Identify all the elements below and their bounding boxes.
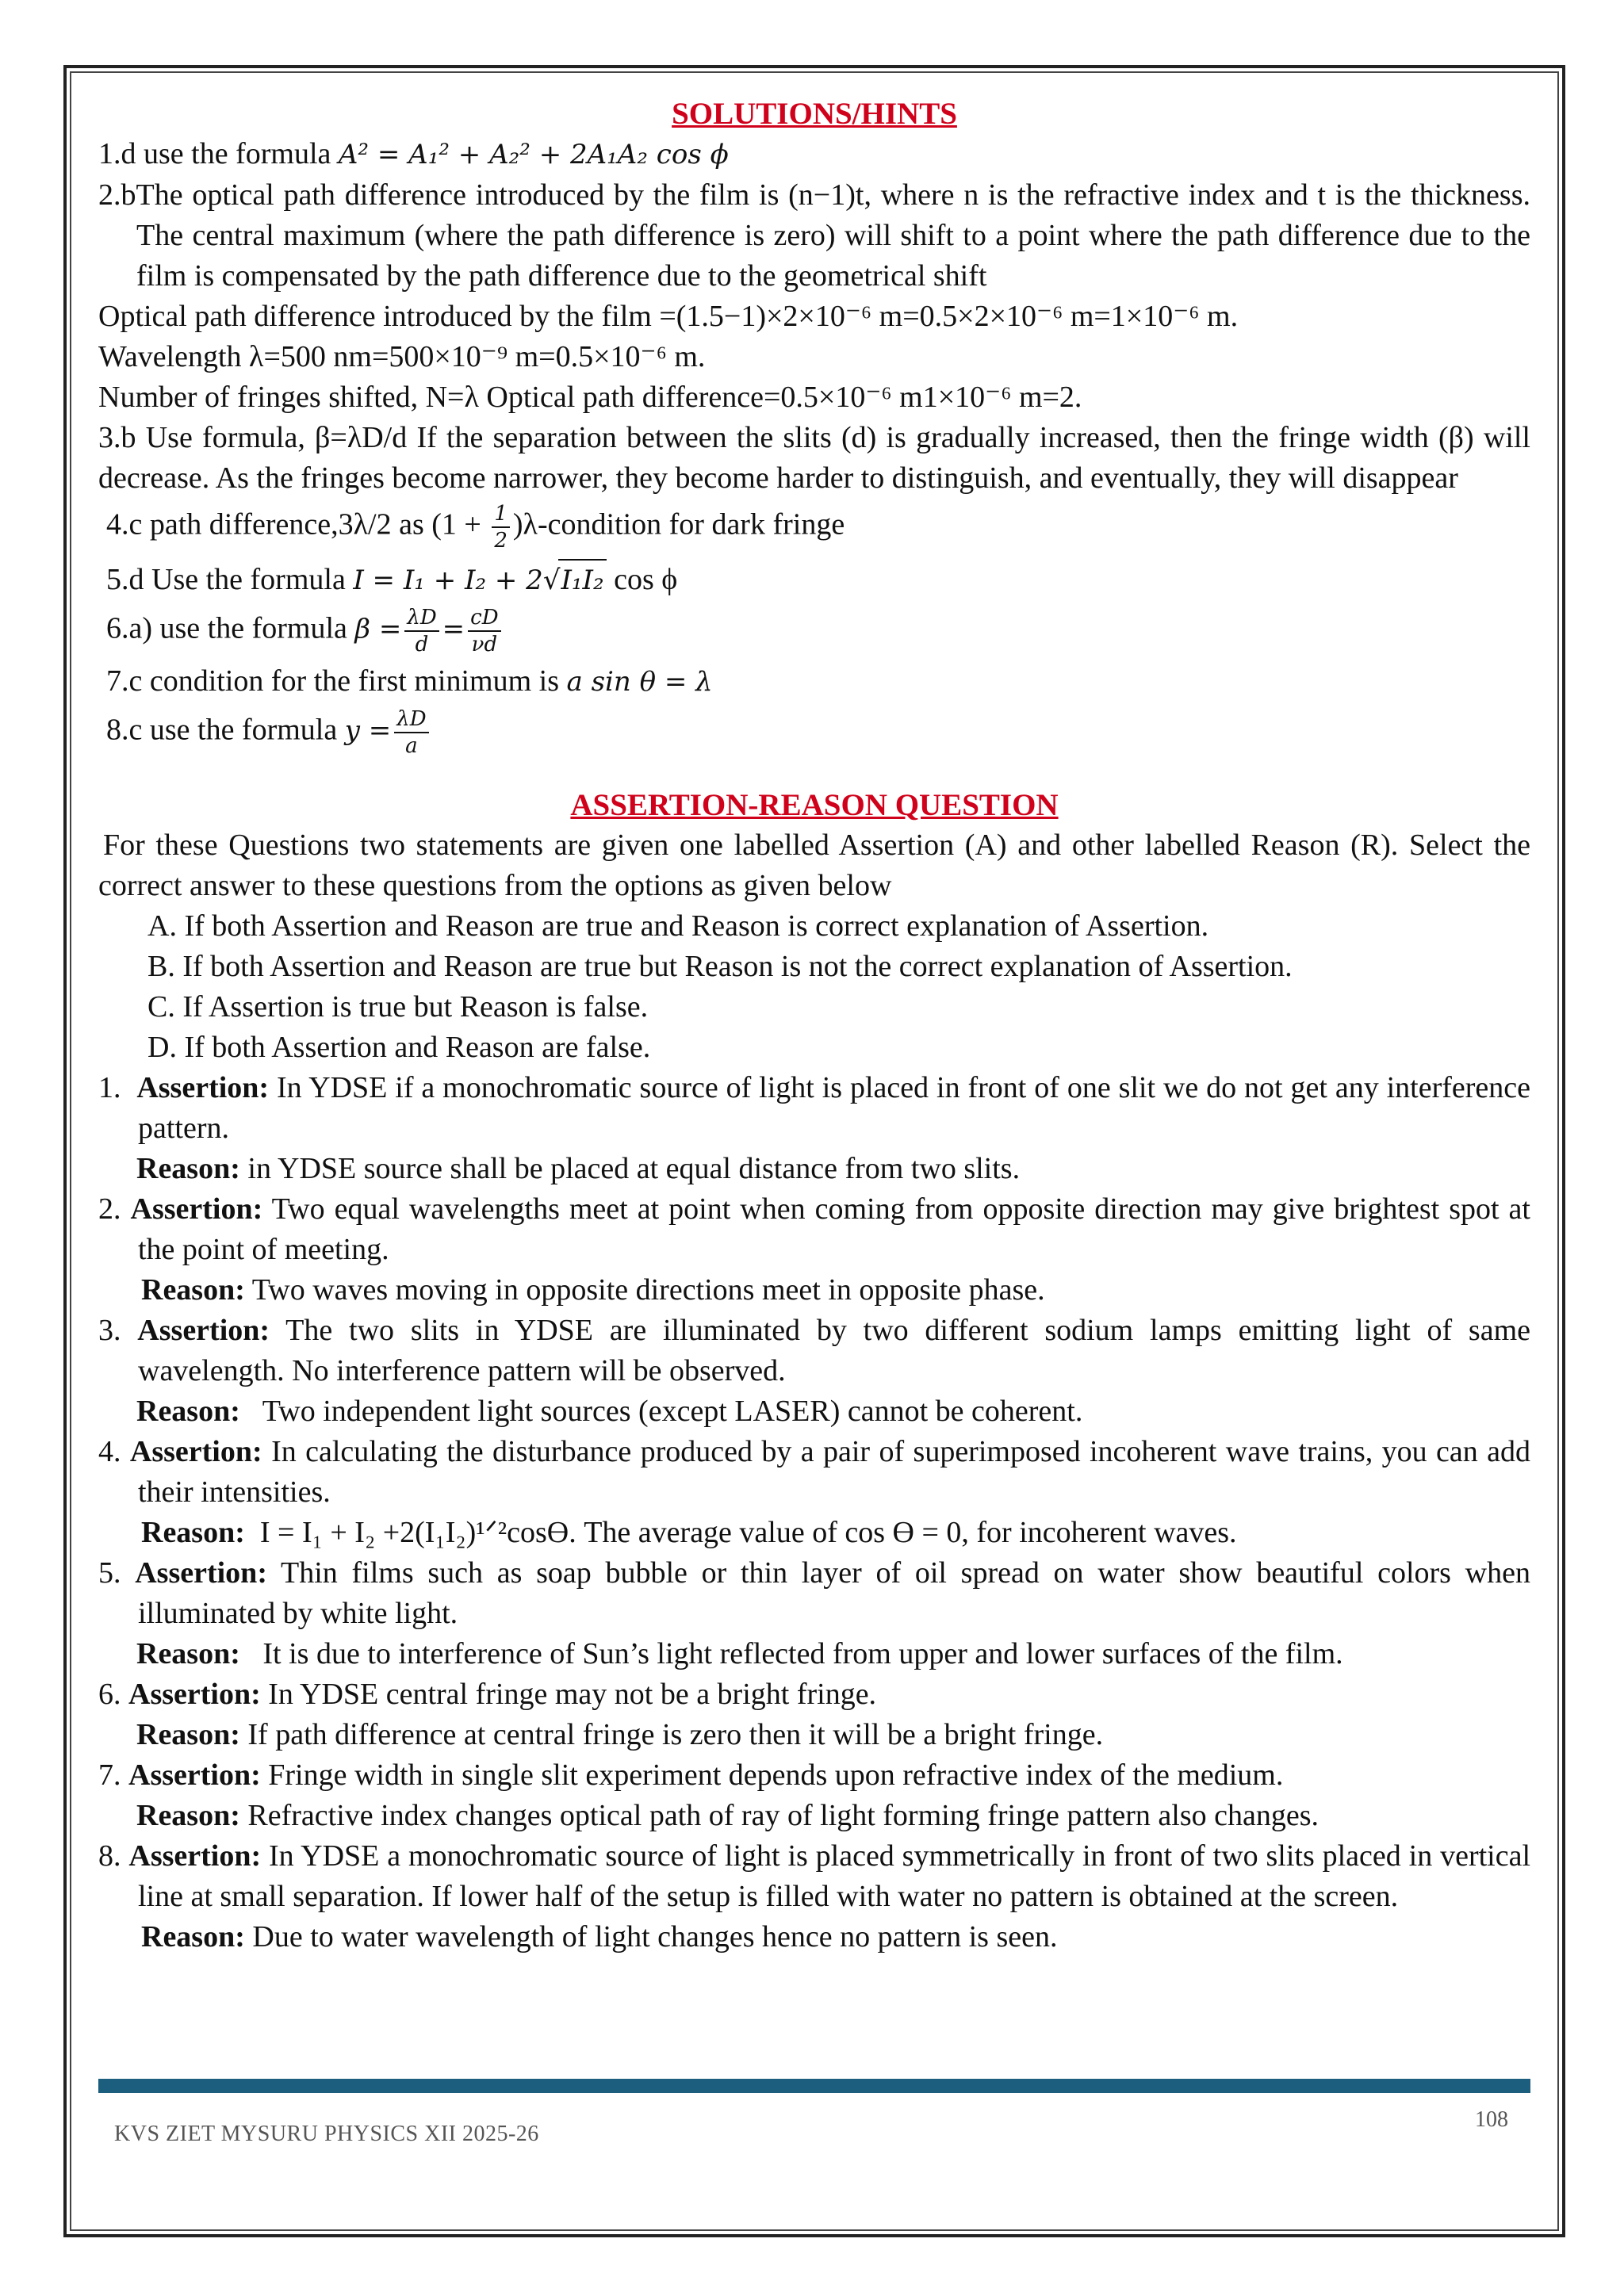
solution-5-sqrt: I₁I₂ [558,559,606,601]
assertion-text: Two equal wavelengths meet at point when coming from opposite direction may give brightest spot at the point of meeting. [138,1192,1530,1266]
reason-label: Reason: [141,1920,245,1954]
reason-label: Reason: [136,1395,240,1428]
reason-text: Two waves moving in opposite directions meet in opposite phase. [251,1273,1045,1307]
solution-8 [98,709,1530,756]
question-8-reason [98,1917,1530,1957]
question-number: 2. [98,1192,121,1226]
fraction-denominator: 2 [494,529,508,553]
option-d: D. If both Assertion and Reason are false. [147,1031,651,1064]
assertion-text: Fringe width in single slit experiment depends upon refractive index of the medium. [268,1758,1284,1792]
solution-8-fraction [394,709,428,756]
solution-4 [98,503,1530,551]
assertion-text: In YDSE a monochromatic source of light is placed symmetrically in front of two slits placed in vertical line at small separation. If lower half of the setup is filled with water no pattern is obtained at the screen. [138,1839,1531,1913]
reason-text: It is due to interference of Sun’s light reflected from upper and lower surfaces of the film. [247,1637,1343,1670]
assertion-label: Assertion: [128,1758,261,1792]
option-a: A. If both Assertion and Reason are true and Reason is correct explanation of Assertion. [147,909,1209,943]
question-number: 7. [98,1758,121,1792]
assertion-label: Assertion: [128,1678,261,1711]
solution-1-formula: A² = A₁² + A₂² + 2A₁A₂ cos ϕ [338,139,729,170]
option-c: C. If Assertion is true but Reason is false. [147,990,649,1024]
assertion-label: Assertion: [129,1435,262,1468]
reason-text: in YDSE source shall be placed at equal distance from two slits. [247,1152,1021,1185]
solution-2-opd: Optical path difference introduced by the film =(1.5−1)×2×10⁻⁶ m=0.5×2×10⁻⁶ m=1×10⁻⁶ m. [98,300,1239,333]
question-1-reason [98,1149,1530,1189]
solution-1 [98,134,1530,175]
page-content [98,94,1530,1957]
footer-bar [98,2079,1530,2093]
page-number: 108 [1475,2107,1508,2132]
question-7-reason [98,1796,1530,1836]
solution-3: 3.b Use formula, β=λD/d If the separation between the slits (d) is gradually increased, then the fringe width (β) will decrease. As the fringes become narrower, they become harder to distinguish, and eventually, they will disappear [98,421,1530,495]
question-4-reason [98,1513,1530,1553]
assertion-text: The two slits in YDSE are illuminated by two different sodium lamps emitting light of same wavelength. No interference pattern will be observed. [138,1314,1530,1387]
reason-label: Reason: [136,1152,240,1185]
assertion-label: Assertion: [128,1839,262,1873]
solution-6-text: 6.a) use the formula [106,611,347,645]
solutions-heading: SOLUTIONS/HINTS [672,97,957,131]
question-number: 6. [98,1678,121,1711]
reason-label: Reason: [141,1516,245,1549]
question-2-assertion [98,1189,1530,1270]
assertion-intro: For these Questions two statements are given one labelled Assertion (A) and other labelled Reason (R). Select the correct answer to these questions from the options as given below [98,828,1530,902]
solution-7-text: 7.c condition for the first minimum is [106,664,559,698]
solution-7 [98,661,1530,702]
fraction-denominator: d [415,633,429,656]
question-6-assertion [98,1674,1530,1715]
reason-label: Reason: [136,1799,240,1832]
fraction-denominator: a [405,734,418,758]
footer-title: KVS ZIET MYSURU PHYSICS XII 2025-26 [114,2122,539,2146]
assertion-label: Assertion: [136,1071,270,1104]
solution-6-beta: β = [354,613,402,645]
reason-label: Reason: [136,1718,240,1751]
solution-4-fraction [492,503,510,551]
solution-6-fraction-1 [404,607,439,655]
solution-2-fringes: Number of fringes shifted, N=λ Optical path difference=0.5×10⁻⁶ m1×10⁻⁶ m=2. [98,381,1082,414]
assertion-text: Thin films such as soap bubble or thin layer of oil spread on water show beautiful colors when illuminated by white light. [138,1556,1530,1630]
fraction-numerator: λD [394,709,428,733]
question-5-reason [98,1634,1530,1674]
assertion-label: Assertion: [135,1556,267,1590]
sqrt-symbol: √ [542,564,561,596]
solution-5-text: 5.d Use the formula [106,563,346,596]
reason-text: Due to water wavelength of light changes hence no pattern is seen. [252,1920,1058,1954]
solution-4-text: 4.c path difference,3λ/2 as (1 + [106,507,489,541]
question-1-assertion [98,1068,1530,1149]
question-3-reason [98,1391,1530,1432]
reason-label: Reason: [136,1637,240,1670]
solution-5-suffix: cos ϕ [606,563,678,596]
question-3-assertion [98,1311,1530,1391]
assertion-text: In YDSE if a monochromatic source of light is placed in front of one slit we do not get any interference pattern. [138,1071,1531,1145]
reason-text: If path difference at central fringe is zero then it will be a bright fringe. [247,1718,1104,1751]
fraction-numerator: 1 [492,503,510,528]
reason-text: Two independent light sources (except LASER) cannot be coherent. [247,1395,1083,1428]
solution-6-fraction-2 [468,607,500,655]
solution-8-y: y = [344,714,392,747]
question-number: 1. [98,1071,121,1104]
fraction-numerator: λD [404,607,439,632]
reason-text: Refractive index changes optical path of ray of light forming fringe pattern also changes. [247,1799,1320,1832]
question-4-assertion [98,1432,1530,1513]
question-6-reason [98,1715,1530,1755]
assertion-label: Assertion: [130,1192,263,1226]
fraction-numerator: cD [468,607,500,632]
solution-1-text: 1.d use the formula [98,137,331,170]
solution-7-formula: a sin θ = λ [566,666,713,698]
question-2-reason [98,1270,1530,1311]
solution-8-text: 8.c use the formula [106,713,338,747]
solution-2-wavelength: Wavelength λ=500 nm=500×10⁻⁹ m=0.5×10⁻⁶ m. [98,340,706,373]
question-7-assertion [98,1755,1530,1796]
solution-4-suffix: )λ-condition for dark fringe [512,507,845,541]
question-number: 4. [98,1435,121,1468]
question-number: 3. [98,1314,121,1347]
question-8-assertion [98,1836,1530,1917]
question-number: 8. [98,1839,121,1873]
solution-6 [98,607,1530,655]
fraction-denominator: νd [471,633,498,656]
solution-6-equals: = [442,613,465,645]
assertion-reason-heading: ASSERTION-REASON QUESTION [570,788,1059,822]
assertion-label: Assertion: [137,1314,270,1347]
solution-5-formula: I = I₁ + I₂ + 2 [353,564,543,596]
reason-text: I = I₁ + I₂ +2(I₁I₂)¹ᐟ²cosϴ. The average value of cos ϴ = 0, for incoherent waves. [252,1516,1237,1549]
option-b: B. If both Assertion and Reason are true but Reason is not the correct explanation of Assertion. [147,950,1293,983]
question-number: 5. [98,1556,121,1590]
solution-5 [98,559,1530,601]
solution-2: 2.bThe optical path difference introduced by the film is (n−1)t, where n is the refractive index and t is the thickness. The central maximum (where the path difference is zero) will shift to a point where the path difference due to the film is compensated by the path difference due to the geometrical shift [98,178,1530,293]
question-5-assertion [98,1553,1530,1634]
assertion-text: In calculating the disturbance produced by a pair of superimposed incoherent wave trains, you can add their intensities. [138,1435,1531,1509]
reason-label: Reason: [141,1273,245,1307]
assertion-text: In YDSE central fringe may not be a bright fringe. [268,1678,877,1711]
